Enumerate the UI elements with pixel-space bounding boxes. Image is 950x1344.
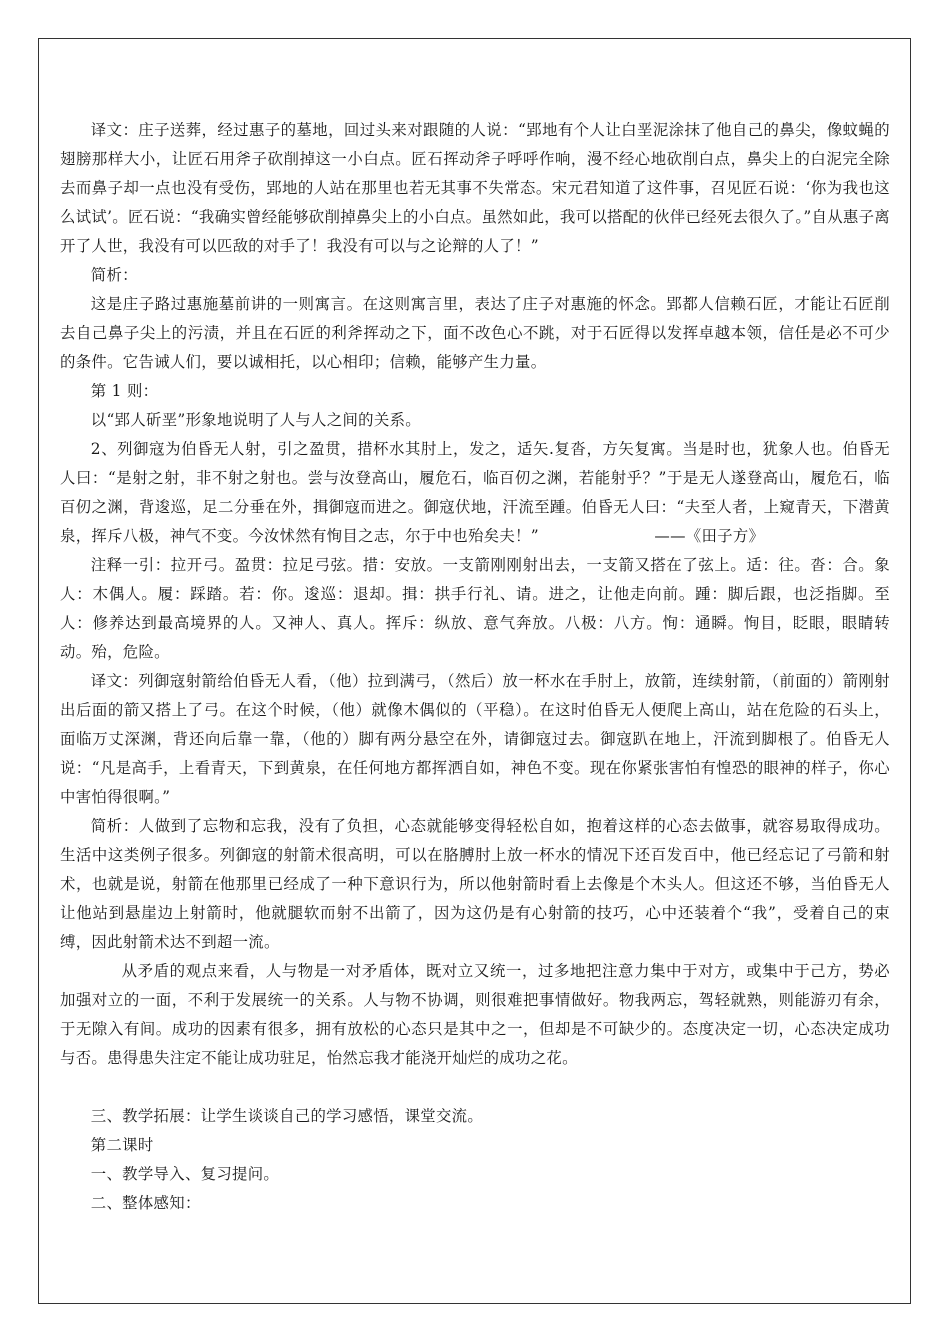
- document-body: [60, 116, 890, 1218]
- translation-paragraph-2: 译文：列御寇射箭给伯昏无人看，（他）拉到满弓，（然后）放一杯水在手肘上，放箭，连续射箭，（前面的）箭刚射出后面的箭又搭上了弓。在这个时候，（他）就像木偶似的（平稳）。在这时伯昏无人便爬上高山，站在危险的石头上，面临万丈深渊，背还向后靠一靠，（他的）脚有两分悬空在外，请御寇过去。御寇趴在地上，汗流到脚根了。伯昏无人说：“凡是高手，上看青天，下到黄泉，在任何地方都挥洒自如，神色不变。现在你紧张害怕有惶恐的眼神的样子，你心中害怕得很啊。”: [60, 672, 890, 806]
- fable-2-citation: ——《田子方》: [654, 527, 765, 545]
- teaching-intro: 一、教学导入、复习提问。: [90, 1165, 280, 1183]
- section-heading-rule-1: 第 1 则：: [90, 382, 159, 400]
- analysis-paragraph-1: 这是庄子路过惠施墓前讲的一则寓言。在这则寓言里，表达了庄子对惠施的怀念。郢都人信赖石匠，才能让石匠削去自己鼻子尖上的污渍，并且在石匠的利斧挥动之下，面不改色心不跳，对于石匠得以发挥卓越本领，信任是必不可少的条件。它告诫人们，要以诚相托，以心相印；信赖，能够产生力量。: [60, 295, 890, 371]
- fable-2-original-text: [60, 435, 890, 551]
- rule-1-summary: 以“郢人斫垩”形象地说明了人与人之间的关系。: [90, 411, 421, 429]
- fable-2-text: 2、列御寇为伯昏无人射，引之盈贯，措杯水其肘上，发之，适矢.复沓，方矢复寓。当是时也，犹象人也。伯昏无人曰：“是射之射，非不射之射也。尝与汝登高山，履危石，临百仞之渊，若能射乎？”于是无人遂登高山，履危石，临百仞之渊，背逡巡，足二分垂在外，揖御寇而进之。御寇伏地，汗流至踵。伯昏无人曰：“夫至人者，上窥青天，下潜黄泉，挥斥八极，神气不变。今汝怵然有恂目之志，尔于中也殆矣夫！”: [60, 440, 890, 545]
- blank-line: [60, 1073, 890, 1102]
- second-lesson-heading: 第二课时: [90, 1136, 154, 1154]
- teaching-extension: 三、教学拓展：让学生谈谈自己的学习感悟，课堂交流。: [90, 1107, 484, 1125]
- contradiction-paragraph: 从矛盾的观点来看，人与物是一对矛盾体，既对立又统一，过多地把注意力集中于对方，或集中于己方，势必加强对立的一面，不利于发展统一的关系。人与物不协调，则很难把事情做好。物我两忘，驾轻就熟，则能游刃有余，于无隙入有间。成功的因素有很多，拥有放松的心态只是其中之一，但却是不可缺少的。态度决定一切，心态决定成功与否。患得患失注定不能让成功驻足，怡然忘我才能浇开灿烂的成功之花。: [60, 962, 890, 1067]
- translation-paragraph-1: 译文：庄子送葬，经过惠子的墓地，回过头来对跟随的人说：“郢地有个人让白垩泥涂抹了他自己的鼻尖，像蚊蝇的翅膀那样大小，让匠石用斧子砍削掉这一小白点。匠石挥动斧子呼呼作响，漫不经心地砍削白点，鼻尖上的白泥完全除去而鼻子却一点也没有受伤，郢地的人站在那里也若无其事不失常态。宋元君知道了这件事，召见匠石说：‘你为我也这么试试’。匠石说：“我确实曾经能够砍削掉鼻尖上的小白点。虽然如此，我可以搭配的伙伴已经死去很久了。”自从惠子离开了人世，我没有可以匹敌的对手了！我没有可以与之论辩的人了！”: [60, 121, 890, 255]
- analysis-heading-1: 简析：: [90, 266, 138, 284]
- overall-perception: 二、整体感知：: [90, 1194, 201, 1212]
- analysis-paragraph-2: 简析：人做到了忘物和忘我，没有了负担，心态就能够变得轻松自如，抱着这样的心态去做事，就容易取得成功。生活中这类例子很多。列御寇的射箭术很高明，可以在胳膊肘上放一杯水的情况下还百发百中，他已经忘记了弓箭和射术，也就是说，射箭在他那里已经成了一种下意识行为，所以他射箭时看上去像是个木头人。但这还不够，当伯昏无人让他站到悬崖边上射箭时，他就腿软而射不出箭了，因为这仍是有心射箭的技巧，心中还装着个“我”，受着自己的束缚，因此射箭术达不到超一流。: [60, 817, 890, 951]
- annotation-paragraph: 注释一引：拉开弓。盈贯：拉足弓弦。措：安放。一支箭刚刚射出去，一支箭又搭在了弦上。适：往。沓：合。象人：木偶人。履：踩踏。若：你。逡巡：退却。揖：拱手行礼、请。进之，让他走向前。踵：脚后跟，也泛指脚。至人：修养达到最高境界的人。又神人、真人。挥斥：纵放、意气奔放。八极：八方。恂：通瞬。恂目，眨眼，眼睛转动。殆，危险。: [60, 556, 890, 661]
